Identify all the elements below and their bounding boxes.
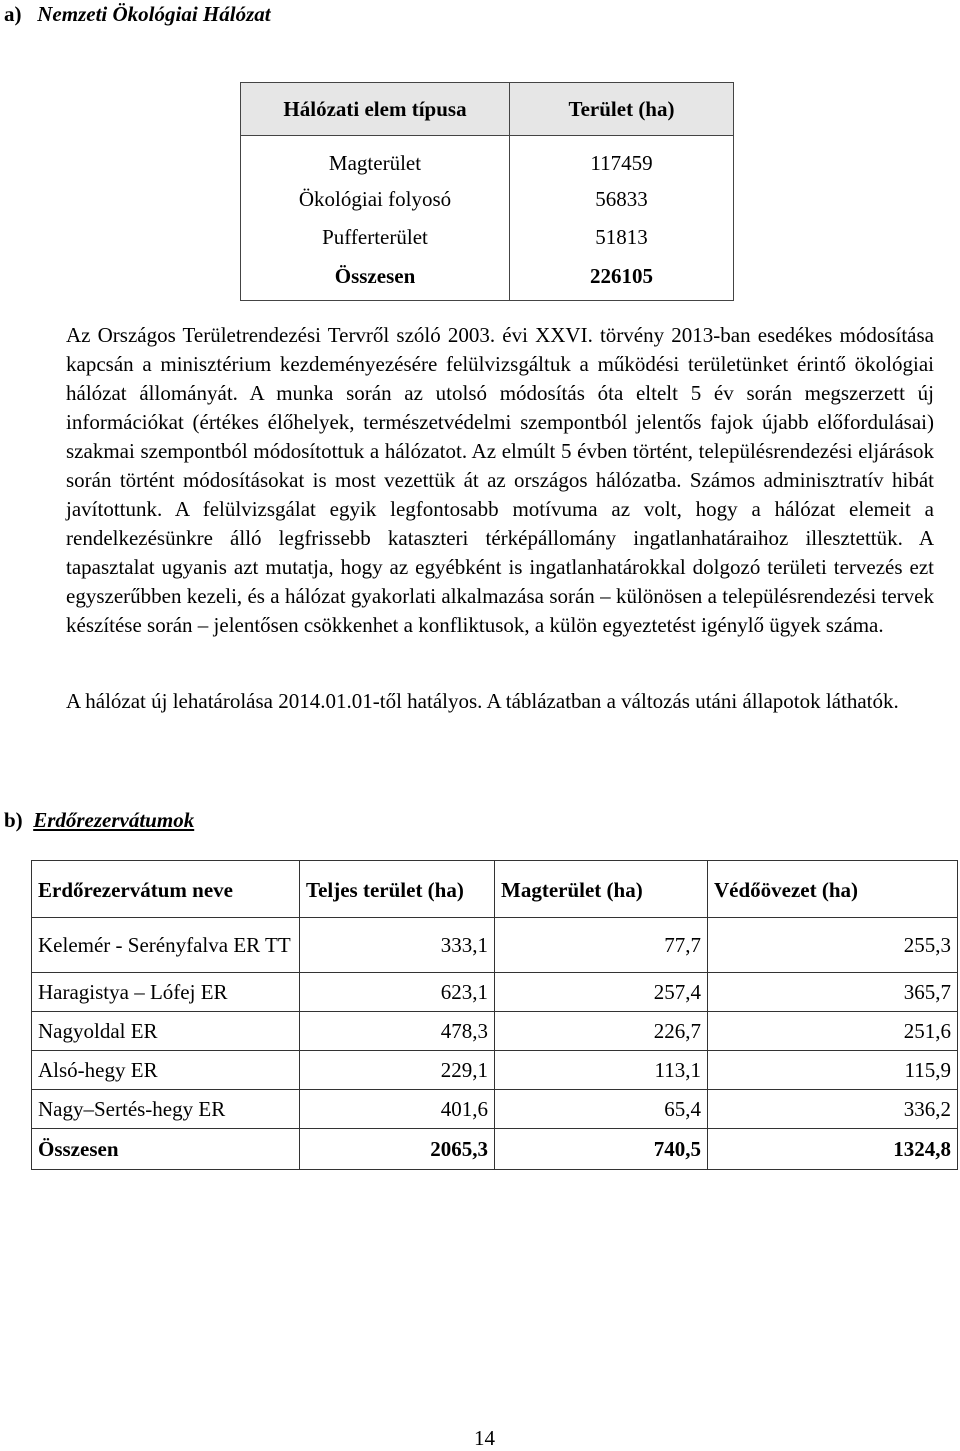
column-header-core-area: Magterület (ha): [495, 861, 708, 918]
core-area-cell: 65,4: [495, 1090, 708, 1129]
table-row: [32, 918, 958, 973]
total-area-cell: 333,1: [300, 918, 495, 973]
core-area-cell: 77,7: [495, 918, 708, 973]
section-b-label: b): [4, 808, 23, 832]
forest-reserves-table: [31, 860, 958, 1170]
table-row: [241, 180, 734, 218]
buffer-zone-cell: 255,3: [708, 918, 958, 973]
reserve-name-cell: Haragistya – Lófej ER: [32, 973, 300, 1012]
element-type-cell: Ökológiai folyosó: [241, 180, 510, 218]
table-header-row: [241, 83, 734, 136]
ecological-network-table: [240, 82, 734, 301]
column-header-reserve-name: Erdőrezervátum neve: [32, 861, 300, 918]
total-area-sum: 2065,3: [300, 1129, 495, 1170]
table-total-row: [32, 1129, 958, 1170]
element-type-cell: Pufferterület: [241, 218, 510, 256]
total-area-cell: 478,3: [300, 1012, 495, 1051]
column-header-element-type: Hálózati elem típusa: [241, 83, 510, 136]
section-a-label: a): [4, 2, 22, 26]
body-paragraph: Az Országos Területrendezési Tervről szóló 2003. évi XXVI. törvény 2013-ban esedékes módosítása kapcsán a minisztérium kezdeményezésére felülvizsgáltuk a működési területünket érintő ökológiai hálózat állományát. A munka során az utolsó módosítás óta eltelt 5 év során megszerzett új információkat (értékes élőhelyek, természetvédelmi szempontból jelentős fajok újabb előfordulásai) szakmai szempontból módosítottuk a hálózatot. Az elmúlt 5 évben történt, településrendezési eljárások során történt módosításokat is most vezettük át az országos hálózatba. Számos adminisztratív hibát javítottunk. A felülvizsgálat egyik legfontosabb motívuma az volt, hogy a hálózat elemeit a rendelkezésünkre álló legfrissebb kataszteri térképállomány ingatlanhatáraihoz illesztettük. A tapasztalat ugyanis azt mutatja, hogy az egyébként is ingatlanhatárokkal dolgozó területi tervezés ezt egyszerűbben kezeli, és a hálózat gyakorlati alkalmazása során – különösen a településrendezési tervek készítése során – jelentősen csökkenhet a konfliktusok, a külön egyeztetést igénylő ügyek száma.: [66, 323, 934, 637]
area-cell: 56833: [510, 180, 734, 218]
reserve-name-cell: Kelemér - Serényfalva ER TT: [32, 918, 300, 973]
buffer-zone-cell: 115,9: [708, 1051, 958, 1090]
table-row: [241, 218, 734, 256]
total-label: Összesen: [241, 256, 510, 301]
core-area-sum: 740,5: [495, 1129, 708, 1170]
total-area-cell: 623,1: [300, 973, 495, 1012]
column-header-area: Terület (ha): [510, 83, 734, 136]
column-header-total-area: Teljes terület (ha): [300, 861, 495, 918]
total-label: Összesen: [32, 1129, 300, 1170]
page-number: 14: [474, 1426, 495, 1450]
body-paragraph: A hálózat új lehatárolása 2014.01.01-től hatályos. A táblázatban a változás utáni állapotok láthatók.: [66, 689, 899, 713]
total-area-cell: 229,1: [300, 1051, 495, 1090]
total-area-cell: 401,6: [300, 1090, 495, 1129]
buffer-zone-cell: 251,6: [708, 1012, 958, 1051]
reserve-name-cell: Alsó-hegy ER: [32, 1051, 300, 1090]
table-total-row: [241, 256, 734, 301]
section-b-title: Erdőrezervátumok: [33, 808, 195, 832]
buffer-zone-sum: 1324,8: [708, 1129, 958, 1170]
core-area-cell: 113,1: [495, 1051, 708, 1090]
reserve-name-cell: Nagyoldal ER: [32, 1012, 300, 1051]
section-b-heading: [4, 808, 194, 833]
section-a-title: Nemzeti Ökológiai Hálózat: [37, 2, 271, 26]
core-area-cell: 226,7: [495, 1012, 708, 1051]
table-header-row: [32, 861, 958, 918]
column-header-buffer-zone: Védőövezet (ha): [708, 861, 958, 918]
table-row: [32, 1012, 958, 1051]
section-a-heading: [4, 2, 271, 27]
table-row: [32, 973, 958, 1012]
buffer-zone-cell: 365,7: [708, 973, 958, 1012]
reserve-name-cell: Nagy–Sertés-hegy ER: [32, 1090, 300, 1129]
buffer-zone-cell: 336,2: [708, 1090, 958, 1129]
area-cell: 117459: [510, 136, 734, 181]
element-type-cell: Magterület: [241, 136, 510, 181]
table-row: [32, 1090, 958, 1129]
table-row: [241, 136, 734, 181]
table-row: [32, 1051, 958, 1090]
area-cell: 51813: [510, 218, 734, 256]
total-area: 226105: [510, 256, 734, 301]
core-area-cell: 257,4: [495, 973, 708, 1012]
